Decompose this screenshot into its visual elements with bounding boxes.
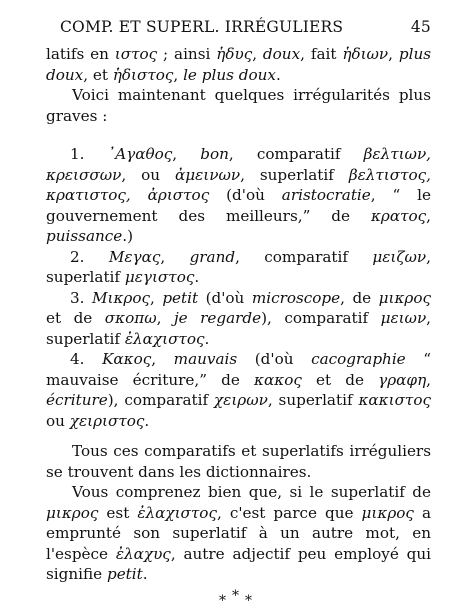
- text-run: , et: [83, 66, 113, 84]
- text-run: .: [143, 565, 148, 583]
- greek-word: ἐλαχιστος: [125, 330, 205, 348]
- running-head: [46, 18, 431, 36]
- item-number: 1.: [70, 145, 108, 163]
- text-run: ), comparatif: [261, 309, 380, 327]
- italic-gloss: le plus doux: [183, 66, 276, 84]
- item-number: 2.: [70, 248, 109, 266]
- text-run: ,: [426, 207, 431, 225]
- text-run: et de: [302, 371, 378, 389]
- italic-gloss: doux: [263, 45, 300, 63]
- asterisk-left: *: [219, 593, 232, 609]
- greek-word: μειων: [381, 309, 427, 327]
- text-run: ,: [388, 45, 399, 63]
- greek-word: Μεγας: [109, 248, 161, 266]
- paragraph-intro: [46, 44, 431, 85]
- greek-word: κακος: [254, 371, 302, 389]
- text-run: , superlatif: [46, 309, 431, 348]
- text-run: .: [204, 330, 209, 348]
- italic-gloss: bon: [200, 145, 229, 163]
- greek-word: Κακος: [102, 350, 151, 368]
- body-text: [46, 44, 431, 611]
- text-run: ,: [160, 248, 189, 266]
- text-run: (d'où: [198, 289, 252, 307]
- greek-word: χειρων: [214, 391, 268, 409]
- text-run: ,: [150, 289, 162, 307]
- text-run: , autre adjectif peu employé qui signifie: [46, 545, 431, 584]
- text-run: .): [122, 227, 133, 245]
- greek-word: μικρος: [379, 289, 431, 307]
- section-ornament: [46, 591, 431, 611]
- greek-word: ἡδιων: [342, 45, 388, 63]
- item-number: 4.: [70, 350, 102, 368]
- italic-gloss: grand: [190, 248, 236, 266]
- greek-word: βελτιων, κρεισσων: [46, 145, 431, 184]
- greek-word: ἐλαχυς: [116, 545, 171, 563]
- text-run: est: [98, 504, 137, 522]
- greek-word: ἐλαχιστος: [137, 504, 217, 522]
- text-run: .: [194, 268, 199, 286]
- text-run: latifs en: [46, 45, 115, 63]
- text-run: , c'est parce que: [217, 504, 362, 522]
- text-run: ,: [172, 145, 200, 163]
- paragraph-voici: Voici maintenant quelques irrégularités plus graves :: [46, 85, 431, 126]
- page-number: 45: [411, 18, 431, 36]
- italic-gloss: microscope: [252, 289, 340, 307]
- text-run: ,: [157, 309, 174, 327]
- greek-word: μικρος: [46, 504, 98, 522]
- asterisk-middle: *: [232, 588, 245, 604]
- text-run: ,: [173, 66, 183, 84]
- list-item-1: [46, 144, 431, 247]
- greek-word: μεγιστος: [125, 268, 194, 286]
- italic-gloss: plus doux: [46, 45, 431, 84]
- spacer: [46, 431, 431, 441]
- italic-gloss: cacographie: [311, 350, 406, 368]
- italic-gloss: petit: [107, 565, 143, 583]
- greek-word: μειζων: [372, 248, 426, 266]
- text-run: .: [144, 412, 149, 430]
- item-number: 3.: [70, 289, 92, 307]
- paragraph-vous: [46, 482, 431, 585]
- text-run: (d'où: [237, 350, 311, 368]
- list-item-4: [46, 349, 431, 431]
- text-run: ), comparatif: [108, 391, 214, 409]
- list-item-2: [46, 247, 431, 288]
- greek-word: σκοπω: [105, 309, 157, 327]
- text-run: , “ le gouvernement des meilleurs,” de: [46, 186, 431, 225]
- text-run: “ mauvaise écriture,” de: [46, 350, 431, 389]
- italic-gloss: petit: [162, 289, 198, 307]
- text-run: , fait: [300, 45, 342, 63]
- italic-gloss: je regarde: [174, 309, 261, 327]
- text-run: a emprunté son superlatif à un autre mot, en l'espèce: [46, 504, 431, 563]
- greek-word: βελτιστος, κρατιστος, ἀριστος: [46, 166, 431, 205]
- greek-word: ιστος: [115, 45, 157, 63]
- text-run: , comparatif: [235, 248, 372, 266]
- list-item-3: [46, 288, 431, 350]
- greek-word: κρατος: [371, 207, 426, 225]
- text-run: ; ainsi: [157, 45, 216, 63]
- text-run: , de: [340, 289, 379, 307]
- greek-word: ἀμεινων: [175, 166, 240, 184]
- text-run: , superlatif: [268, 391, 359, 409]
- italic-gloss: aristocratie: [282, 186, 371, 204]
- text-run: .: [276, 66, 281, 84]
- text-run: (d'où: [209, 186, 282, 204]
- italic-gloss: puissance: [46, 227, 122, 245]
- greek-word: μικρος: [362, 504, 414, 522]
- greek-word: κακιστος: [358, 391, 431, 409]
- running-head-title: COMP. ET SUPERL. IRRÉGULIERS: [46, 18, 343, 36]
- text-run: , comparatif: [229, 145, 364, 163]
- text-run: ou: [46, 412, 70, 430]
- spacer: [46, 126, 431, 144]
- greek-word: ἡδυς: [216, 45, 252, 63]
- italic-gloss: écriture: [46, 391, 108, 409]
- text-run: ,: [252, 45, 263, 63]
- text-run: , superlatif: [240, 166, 349, 184]
- text-run: ,: [426, 371, 431, 389]
- text-run: , superlatif: [46, 248, 431, 287]
- italic-gloss: mauvais: [174, 350, 238, 368]
- greek-word: χειριστος: [70, 412, 145, 430]
- asterisk-right: *: [245, 593, 258, 609]
- text-run: , ou: [121, 166, 175, 184]
- greek-word: ἡδιστος: [113, 66, 174, 84]
- greek-word: Μικρος: [92, 289, 150, 307]
- text-run: Vous comprenez bien que, si le superlatif de: [72, 483, 431, 501]
- text-run: ,: [151, 350, 173, 368]
- greek-word: γραφη: [378, 371, 426, 389]
- text-run: et de: [46, 309, 105, 327]
- paragraph-tous: Tous ces comparatifs et superlatifs irréguliers se trouvent dans les dictionnaires.: [46, 441, 431, 482]
- greek-word: ᾿Αγαθος: [108, 145, 173, 163]
